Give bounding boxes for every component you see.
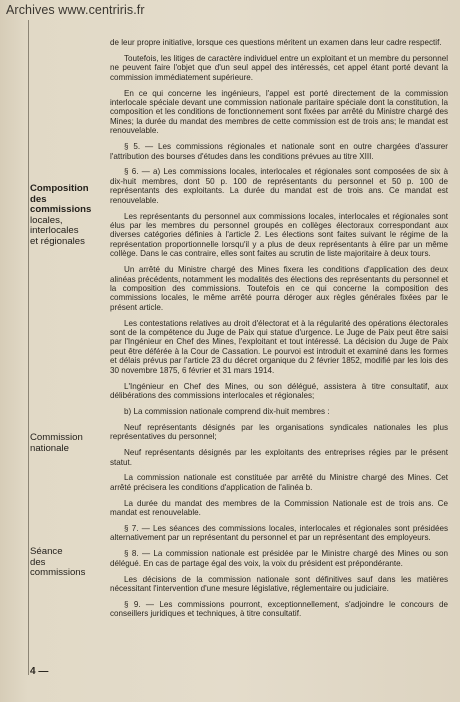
paragraph: La commission nationale est constituée par arrêté du Ministre chargé des Mines. Cet arrêté précisera les conditions d'application de l'alinéa b. [110,473,448,492]
page-number: 4 — [30,666,49,677]
paragraph: La durée du mandat des membres de la Commission Nationale est de trois ans. Ce mandat est renouvelable. [110,498,448,518]
side-label-line: des [30,556,46,568]
body-text [110,38,448,625]
paragraph: Neuf représentants désignés par les exploitants des entreprises régies par le présent statut. [110,448,448,467]
paragraph: Les décisions de la commission nationale sont définitives sauf dans les matières nécessitant l'intervention d'une mesure législative, réglementaire ou judiciaire. [110,574,448,594]
left-margin-rule [28,20,29,675]
side-label-line: Composition [30,183,89,194]
paragraph: de leur propre initiative, lorsque ces questions méritent un examen dans leur cadre respectif. [110,38,442,47]
paragraph: Neuf représentants désignés par les organisations syndicales nationales les plus représentatives du personnel; [110,422,448,442]
side-label-line: Séance [30,546,63,557]
paragraph: Un arrêté du Ministre chargé des Mines fixera les conditions d'application des deux alinéas précédents, notamment les modalités des élections des représentants du personnel et la composition des commissions. Toutefois en ce qui concerne la composition des commissions locales, le même arrêté pourra déroger aux règles générales fixées par le présent article. [110,265,448,312]
paragraph: § 7. — Les séances des commissions locales, interlocales et régionales sont présidées alternativement par un représentant du personnel et par un représentant des employeurs. [110,524,448,543]
paragraph: b) La commission nationale comprend dix-huit membres : [124,406,330,416]
paragraph: § 6. — a) Les commissions locales, interlocales et régionales sont composées de six à dix-huit membres, dont 50 p. 100 de représentants du personnel et 50 p. 100 de représentants des exploitants. La durée du mandat est de trois ans. Ce mandat est renouvelable. [110,167,448,205]
watermark: Archives www.centriris.fr [6,3,145,17]
side-label-line: commissions [30,204,92,216]
paragraph: Toutefois, les litiges de caractère individuel entre un exploitant et un membre du personnel ne peuvent faire l'objet que d'un seul appel des intéressés, cet appel étant porté devant la commission immédiatement supérieure. [110,53,448,82]
paragraph: L'Ingénieur en Chef des Mines, ou son délégué, assistera à titre consultatif, aux délibérations des commissions interlocales et régionales; [110,381,448,400]
side-label-line: et régionales [30,235,85,247]
paragraph: § 8. — La commission nationale est présidée par le Ministre chargé des Mines ou son délégué. En cas de partage égal des voix, la voix du président est prépondérante. [110,549,448,568]
paragraph: § 5. — Les commissions régionales et nationale sont en outre chargées d'assurer l'attribution des bourses d'études dans les conditions prévues au titre XIII. [110,142,448,161]
paragraph: § 9. — Les commissions pourront, exceptionnellement, s'adjoindre le concours de conseillers juridiques et techniques, à titre consultatif. [110,600,448,619]
side-label-seance [30,547,108,579]
side-label-line: interlocales [30,225,79,237]
side-label-line: locales, [30,214,63,226]
side-label-line: nationale [30,442,69,454]
paragraph: En ce qui concerne les ingénieurs, l'appel est porté directement de la commission interlocale spéciale devant une commission nationale paritaire spéciale dont la constitution, la composition et les conditions de fonctionnement sont fixées par arrêté du Ministre chargé des Mines; la durée du mandat des membres de cette commission est de trois ans; le mandat est renouvelable. [110,88,448,136]
side-label-line: commissions [30,567,86,579]
side-label-line: Commission [30,432,83,443]
paragraph: Les représentants du personnel aux commissions locales, interlocales et régionales sont élus par les membres du personnel groupés en collèges électoraux correspondant aux diverses catégories définies à l'article 2. Les élections sont faites suivant le régime de la représentation proportionnelle lorsqu'il y a plus de deux représentants à élire par un même collège. Dans le cas contraire, elles sont faites au scrutin de liste majoritaire à deux tours. [110,211,448,259]
side-label-line: des [30,193,47,205]
paragraph: Les contestations relatives au droit d'électorat et à la régularité des opérations électorales sont de la compétence du Juge de Paix qui statue d'urgence. Le Juge de Paix peut être saisi par l'Ingénieur en Chef des Mines, l'exploitant et tout intéressé. La décision du Juge de Paix peut être déférée à la Cour de Cassation. Le pourvoi est introduit et examiné dans les formes et délais prévus par l'article 23 du décret organique du 2 février 1852, modifié par les lois des 30 novembre 1875, 6 février et 31 mars 1914. [110,318,448,375]
side-label-composition [30,184,108,248]
side-label-commission-nationale [30,433,108,454]
